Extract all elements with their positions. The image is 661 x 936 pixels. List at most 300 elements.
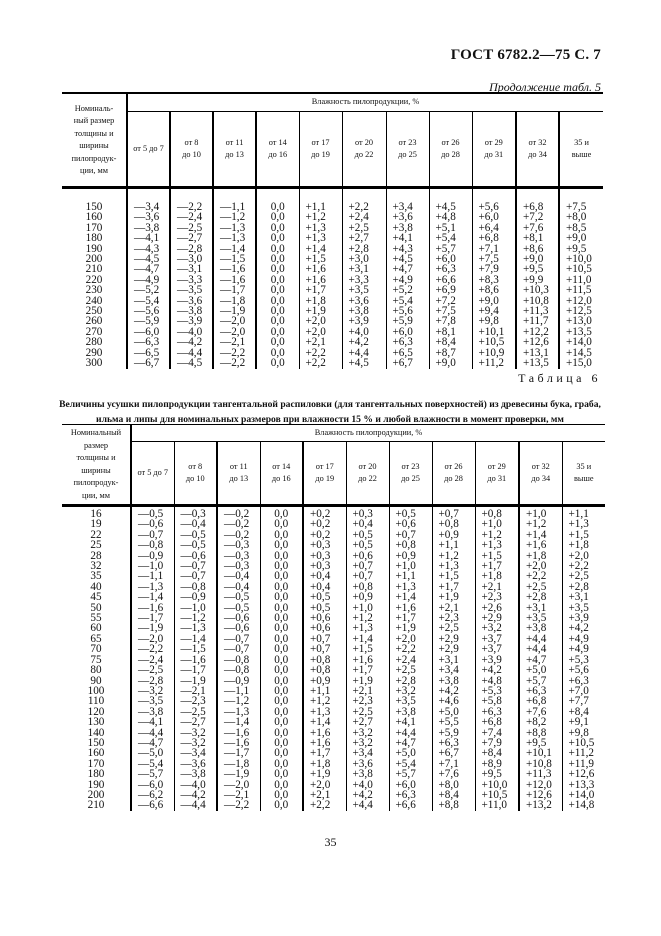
value-cell: +5,7 — [429, 244, 472, 254]
size-cell: 280 — [85, 336, 103, 349]
value-cell: +1,5 — [346, 644, 389, 654]
value-cell: +2,7 — [346, 717, 389, 727]
value-cell: —5,4 — [131, 759, 174, 769]
size-cell: 250 — [85, 305, 103, 318]
value-cell: —0,7 — [131, 530, 174, 540]
value-cell: +3,6 — [386, 212, 429, 222]
value-cell: +15,0 — [559, 358, 603, 368]
value-cell: +1,6 — [299, 275, 342, 285]
value-cell: +4,2 — [432, 686, 475, 696]
value-cell: +1,7 — [303, 748, 346, 758]
value-cell: +1,6 — [519, 540, 562, 550]
value-cell: +2,5 — [562, 571, 605, 581]
value-cell: +2,2 — [562, 561, 605, 571]
value-cell: —0,6 — [217, 623, 260, 633]
value-cell: +5,1 — [429, 223, 472, 233]
column-header-line: до 16 — [268, 150, 288, 160]
value-cell: +2,4 — [342, 212, 386, 222]
value-cell: —1,4 — [213, 244, 256, 254]
column-header-line: от 11 — [229, 461, 248, 471]
size-cell: 180 — [85, 232, 103, 245]
column-header-line: до 34 — [528, 150, 547, 160]
column-header — [519, 442, 562, 506]
value-cell: +0,7 — [346, 571, 389, 581]
value-cell: +3,1 — [342, 264, 386, 274]
value-cell: —6,0 — [127, 327, 170, 337]
size-cell: 110 — [87, 695, 105, 708]
value-cell: +0,5 — [346, 530, 389, 540]
value-cell: +0,2 — [303, 530, 346, 540]
value-cell: +6,9 — [429, 285, 472, 295]
value-cell: +6,0 — [429, 254, 472, 264]
column-header — [346, 442, 389, 506]
value-cell: —3,2 — [174, 728, 217, 738]
value-cell: +3,1 — [562, 592, 605, 602]
value-cell: 0,0 — [256, 337, 299, 347]
value-cell: +0,3 — [303, 540, 346, 550]
value-cell: +8,3 — [472, 275, 516, 285]
value-cell: —1,9 — [131, 623, 174, 633]
value-cell: +13,5 — [516, 358, 559, 368]
value-cell: +1,3 — [432, 561, 475, 571]
value-cell: 0,0 — [260, 603, 303, 613]
value-cell: +10,0 — [559, 254, 603, 264]
value-cell: —0,5 — [174, 530, 217, 540]
value-cell: +2,4 — [389, 655, 432, 665]
value-cell: +6,7 — [432, 748, 475, 758]
size-cell: 75 — [90, 653, 102, 666]
value-cell: +1,0 — [519, 509, 562, 519]
value-cell: +4,7 — [519, 655, 562, 665]
value-cell: +0,8 — [303, 655, 346, 665]
value-cell: —0,3 — [217, 561, 260, 571]
column-header-line: выше — [571, 150, 592, 160]
value-cell: 0,0 — [260, 571, 303, 581]
value-cell: +11,3 — [519, 769, 562, 779]
value-cell: +4,0 — [346, 780, 389, 790]
value-cell: +0,6 — [346, 551, 389, 561]
value-cell: +13,1 — [516, 348, 559, 358]
value-cell: +6,3 — [386, 337, 429, 347]
value-cell: +9,5 — [559, 244, 603, 254]
value-cell: +3,2 — [346, 738, 389, 748]
value-cell: —0,9 — [131, 551, 174, 561]
value-cell: +9,5 — [519, 738, 562, 748]
value-cell: +8,2 — [519, 717, 562, 727]
value-cell: —0,6 — [217, 613, 260, 623]
value-cell: +0,8 — [346, 582, 389, 592]
value-cell: —3,9 — [170, 316, 213, 326]
value-cell: +2,0 — [299, 327, 342, 337]
value-cell: 0,0 — [256, 327, 299, 337]
column-header — [213, 112, 256, 188]
value-cell: +11,0 — [559, 275, 603, 285]
value-cell: 0,0 — [256, 316, 299, 326]
document-header: ГОСТ 6782.2—75 С. 7 — [450, 47, 601, 63]
value-cell: +8,5 — [559, 223, 603, 233]
value-cell: +7,6 — [516, 223, 559, 233]
value-cell: +4,6 — [432, 696, 475, 706]
value-cell: +5,0 — [519, 665, 562, 675]
value-cell: +4,4 — [519, 634, 562, 644]
value-cell: +1,8 — [303, 759, 346, 769]
value-cell: +12,0 — [559, 296, 603, 306]
value-cell: —6,5 — [127, 348, 170, 358]
value-cell: +10,8 — [519, 759, 562, 769]
value-cell: +9,5 — [475, 769, 519, 779]
value-cell: +2,0 — [519, 561, 562, 571]
value-cell: +1,9 — [299, 306, 342, 316]
value-cell: +6,8 — [472, 233, 516, 243]
value-cell: +1,5 — [432, 571, 475, 581]
value-cell: +12,6 — [519, 790, 562, 800]
value-cell: +3,2 — [346, 728, 389, 738]
value-cell: —1,3 — [213, 233, 256, 243]
value-cell: +8,6 — [472, 285, 516, 295]
value-cell: 0,0 — [260, 790, 303, 800]
value-cell: +10,3 — [516, 285, 559, 295]
value-cell: +4,7 — [386, 264, 429, 274]
value-cell: +2,2 — [389, 644, 432, 654]
value-cell: +10,0 — [475, 780, 519, 790]
value-cell: +8,0 — [559, 212, 603, 222]
size-cell: 28 — [90, 549, 102, 562]
value-cell: —1,2 — [213, 212, 256, 222]
value-cell: +0,9 — [303, 676, 346, 686]
value-cell: —6,6 — [131, 800, 174, 810]
value-cell: +1,3 — [346, 623, 389, 633]
value-cell: +6,5 — [386, 348, 429, 358]
value-cell: 0,0 — [260, 665, 303, 675]
value-cell: +1,1 — [432, 540, 475, 550]
table-5 — [62, 92, 603, 369]
value-cell: +3,3 — [342, 275, 386, 285]
table-row — [62, 358, 603, 368]
size-cell: 170 — [87, 757, 105, 770]
value-cell: +2,3 — [475, 592, 519, 602]
value-cell: +1,3 — [299, 233, 342, 243]
value-cell: +14,0 — [559, 337, 603, 347]
value-cell: —3,6 — [170, 296, 213, 306]
value-cell: +1,5 — [475, 551, 519, 561]
row-header-line: ции, мм — [80, 166, 108, 175]
value-cell: —5,7 — [131, 769, 174, 779]
value-cell: +1,6 — [389, 603, 432, 613]
column-header — [386, 112, 429, 188]
value-cell: +0,8 — [389, 540, 432, 550]
column-header-line: до 22 — [358, 474, 377, 483]
value-cell: +5,4 — [429, 233, 472, 243]
value-cell: +6,8 — [516, 202, 559, 212]
size-cell: 160 — [85, 211, 103, 224]
column-header-line: от 32 — [528, 137, 547, 147]
value-cell: —1,6 — [217, 738, 260, 748]
column-header — [174, 442, 217, 506]
value-cell: —4,1 — [131, 717, 174, 727]
value-cell: +5,4 — [386, 296, 429, 306]
value-cell: —0,9 — [217, 676, 260, 686]
value-cell: —6,0 — [131, 780, 174, 790]
value-cell: —1,4 — [131, 592, 174, 602]
column-header — [299, 112, 342, 188]
value-cell: +1,3 — [299, 223, 342, 233]
value-cell: —0,2 — [217, 530, 260, 540]
value-cell: +2,0 — [303, 780, 346, 790]
value-cell: —3,0 — [170, 254, 213, 264]
value-cell: +5,9 — [386, 316, 429, 326]
value-cell: +6,6 — [389, 800, 432, 810]
value-cell: —1,3 — [131, 582, 174, 592]
value-cell: —3,2 — [131, 686, 174, 696]
value-cell: 0,0 — [260, 696, 303, 706]
value-cell: —0,7 — [174, 571, 217, 581]
value-cell: +8,1 — [516, 233, 559, 243]
page-number: 35 — [324, 835, 337, 849]
value-cell: +1,8 — [519, 551, 562, 561]
row-header-line: ный размер — [73, 116, 115, 125]
value-cell: 0,0 — [260, 707, 303, 717]
value-cell: —6,2 — [131, 790, 174, 800]
value-cell: —0,3 — [174, 509, 217, 519]
value-cell: +4,4 — [389, 728, 432, 738]
value-cell: +0,2 — [303, 519, 346, 529]
value-cell: —0,6 — [174, 551, 217, 561]
value-cell: 0,0 — [256, 202, 299, 212]
value-cell: +1,2 — [475, 530, 519, 540]
value-cell: +4,2 — [562, 623, 605, 633]
column-header-line: до 31 — [484, 150, 504, 160]
value-cell: +1,3 — [475, 540, 519, 550]
column-header-line: до 22 — [354, 150, 374, 160]
value-cell: +6,8 — [475, 717, 519, 727]
column-header-line: до 19 — [311, 150, 330, 160]
column-header-line: до 19 — [315, 474, 335, 483]
row-header-line: Номиналь- — [74, 103, 114, 113]
size-cell: 70 — [90, 643, 102, 656]
value-cell: +4,9 — [562, 644, 605, 654]
value-cell: +6,3 — [562, 676, 605, 686]
value-cell: +8,9 — [475, 759, 519, 769]
value-cell: +1,1 — [299, 202, 342, 212]
value-cell: 0,0 — [256, 264, 299, 274]
value-cell: +1,3 — [562, 519, 605, 529]
value-cell: +11,2 — [472, 358, 516, 368]
column-header — [260, 442, 303, 506]
value-cell: —4,0 — [170, 327, 213, 337]
value-cell: —3,1 — [170, 264, 213, 274]
table-6-label: Таблица 6 — [518, 371, 601, 385]
value-cell: —2,0 — [131, 634, 174, 644]
column-header-line: до 16 — [271, 474, 291, 483]
column-header — [127, 112, 170, 188]
value-cell: —1,6 — [131, 603, 174, 613]
column-header — [429, 112, 472, 188]
column-header-line: до 13 — [229, 474, 249, 483]
column-header-line: от 14 — [268, 137, 287, 147]
value-cell: +2,2 — [299, 358, 342, 368]
value-cell: +1,9 — [303, 769, 346, 779]
column-header-row — [62, 112, 603, 188]
value-cell: +6,3 — [429, 264, 472, 274]
value-cell: 0,0 — [260, 686, 303, 696]
value-cell: +11,9 — [562, 759, 605, 769]
value-cell: +7,2 — [429, 296, 472, 306]
value-cell: —0,3 — [217, 540, 260, 550]
column-header-line: от 29 — [487, 461, 506, 471]
value-cell: +11,5 — [559, 285, 603, 295]
value-cell: +0,5 — [303, 592, 346, 602]
value-cell: +2,6 — [475, 603, 519, 613]
row-header — [62, 425, 131, 506]
column-header-line: до 13 — [225, 150, 244, 160]
value-cell: +4,5 — [429, 202, 472, 212]
value-cell: +1,3 — [303, 707, 346, 717]
size-cell: 16 — [90, 508, 102, 520]
table-continuation-label: Продолжение табл. 5 — [489, 80, 601, 94]
value-cell: +5,3 — [475, 686, 519, 696]
value-cell: +0,9 — [346, 592, 389, 602]
value-cell: +1,8 — [475, 571, 519, 581]
value-cell: —4,0 — [174, 780, 217, 790]
size-cell: 210 — [85, 263, 103, 276]
value-cell: +1,7 — [432, 582, 475, 592]
value-cell: +1,3 — [389, 582, 432, 592]
value-cell: +1,9 — [389, 623, 432, 633]
value-cell: +5,9 — [432, 728, 475, 738]
value-cell: 0,0 — [256, 296, 299, 306]
value-cell: 0,0 — [256, 348, 299, 358]
size-cell: 200 — [87, 788, 105, 801]
value-cell: +13,5 — [559, 327, 603, 337]
value-cell: +3,8 — [386, 223, 429, 233]
value-cell: +6,3 — [519, 686, 562, 696]
column-header-line: от 20 — [358, 461, 377, 471]
value-cell: +7,1 — [472, 244, 516, 254]
value-cell: 0,0 — [256, 285, 299, 295]
value-cell: +0,4 — [346, 519, 389, 529]
column-header-line: от 20 — [354, 137, 374, 147]
value-cell: +3,1 — [432, 655, 475, 665]
value-cell: +7,8 — [429, 316, 472, 326]
column-header-line: от 26 — [444, 461, 463, 471]
value-cell: +3,8 — [519, 623, 562, 633]
column-header-line: до 31 — [487, 474, 507, 483]
value-cell: —4,9 — [127, 275, 170, 285]
value-cell: —1,1 — [131, 571, 174, 581]
size-cell: 200 — [85, 253, 103, 266]
value-cell: —0,7 — [217, 644, 260, 654]
value-cell: —0,8 — [131, 540, 174, 550]
value-cell: 0,0 — [260, 530, 303, 540]
value-cell: +1,8 — [299, 296, 342, 306]
value-cell: —6,3 — [127, 337, 170, 347]
column-header — [342, 112, 386, 188]
value-cell: +13,2 — [519, 800, 562, 810]
value-cell: —1,6 — [213, 275, 256, 285]
value-cell: —1,2 — [217, 696, 260, 706]
value-cell: +5,5 — [432, 717, 475, 727]
value-cell: +8,4 — [562, 707, 605, 717]
size-cell: 60 — [90, 622, 102, 635]
value-cell: 0,0 — [260, 759, 303, 769]
value-cell: +3,8 — [346, 769, 389, 779]
column-header-line: до 10 — [182, 150, 201, 160]
value-cell: +1,2 — [303, 696, 346, 706]
value-cell: —4,4 — [170, 348, 213, 358]
value-cell: +7,7 — [562, 696, 605, 706]
size-cell: 260 — [85, 315, 103, 328]
value-cell: +0,3 — [303, 551, 346, 561]
value-cell: +5,0 — [389, 748, 432, 758]
value-cell: —4,3 — [127, 244, 170, 254]
value-cell: +4,4 — [342, 348, 386, 358]
value-cell: —3,5 — [131, 696, 174, 706]
value-cell: +1,6 — [303, 728, 346, 738]
column-header — [389, 442, 432, 506]
value-cell: 0,0 — [256, 212, 299, 222]
value-cell: +2,1 — [299, 337, 342, 347]
value-cell: —0,5 — [131, 509, 174, 519]
value-cell: —1,6 — [217, 728, 260, 738]
value-cell: +5,6 — [562, 665, 605, 675]
column-header — [562, 442, 605, 506]
size-cell: 300 — [85, 357, 103, 370]
value-cell: +14,5 — [559, 348, 603, 358]
value-cell: —2,0 — [217, 780, 260, 790]
value-cell: +2,5 — [342, 223, 386, 233]
size-cell: 120 — [87, 705, 105, 718]
size-cell: 25 — [90, 539, 102, 552]
value-cell: —0,4 — [217, 571, 260, 581]
value-cell: +0,5 — [346, 540, 389, 550]
value-cell: +7,4 — [475, 728, 519, 738]
column-header — [170, 112, 213, 188]
value-cell: —4,1 — [127, 233, 170, 243]
value-cell: +6,0 — [472, 212, 516, 222]
value-cell: +3,5 — [389, 696, 432, 706]
value-cell: +3,4 — [346, 748, 389, 758]
value-cell: +3,8 — [432, 676, 475, 686]
size-cell: 190 — [85, 242, 103, 255]
size-cell: 55 — [90, 612, 102, 625]
value-cell: —0,3 — [217, 551, 260, 561]
value-cell: +0,7 — [389, 530, 432, 540]
value-cell: —4,7 — [127, 264, 170, 274]
value-cell: —3,2 — [174, 738, 217, 748]
value-cell: 0,0 — [260, 717, 303, 727]
value-cell: —1,4 — [217, 717, 260, 727]
value-cell: +0,6 — [303, 613, 346, 623]
value-cell: +12,5 — [559, 306, 603, 316]
value-cell: 0,0 — [260, 748, 303, 758]
column-header-line: от 29 — [484, 137, 503, 147]
value-cell: —1,6 — [213, 264, 256, 274]
column-header-line: от 26 — [441, 137, 460, 147]
value-cell: —0,8 — [217, 665, 260, 675]
value-cell: +3,2 — [389, 686, 432, 696]
value-cell: —2,5 — [170, 223, 213, 233]
value-cell: +2,9 — [432, 634, 475, 644]
value-cell: +4,8 — [429, 212, 472, 222]
value-cell: 0,0 — [260, 623, 303, 633]
value-cell: +2,5 — [519, 582, 562, 592]
size-cell: 290 — [85, 346, 103, 359]
value-cell: —0,5 — [217, 603, 260, 613]
value-cell: +1,6 — [346, 655, 389, 665]
size-cell: 19 — [90, 518, 102, 531]
value-cell: +3,2 — [475, 623, 519, 633]
value-cell: —4,5 — [127, 254, 170, 264]
